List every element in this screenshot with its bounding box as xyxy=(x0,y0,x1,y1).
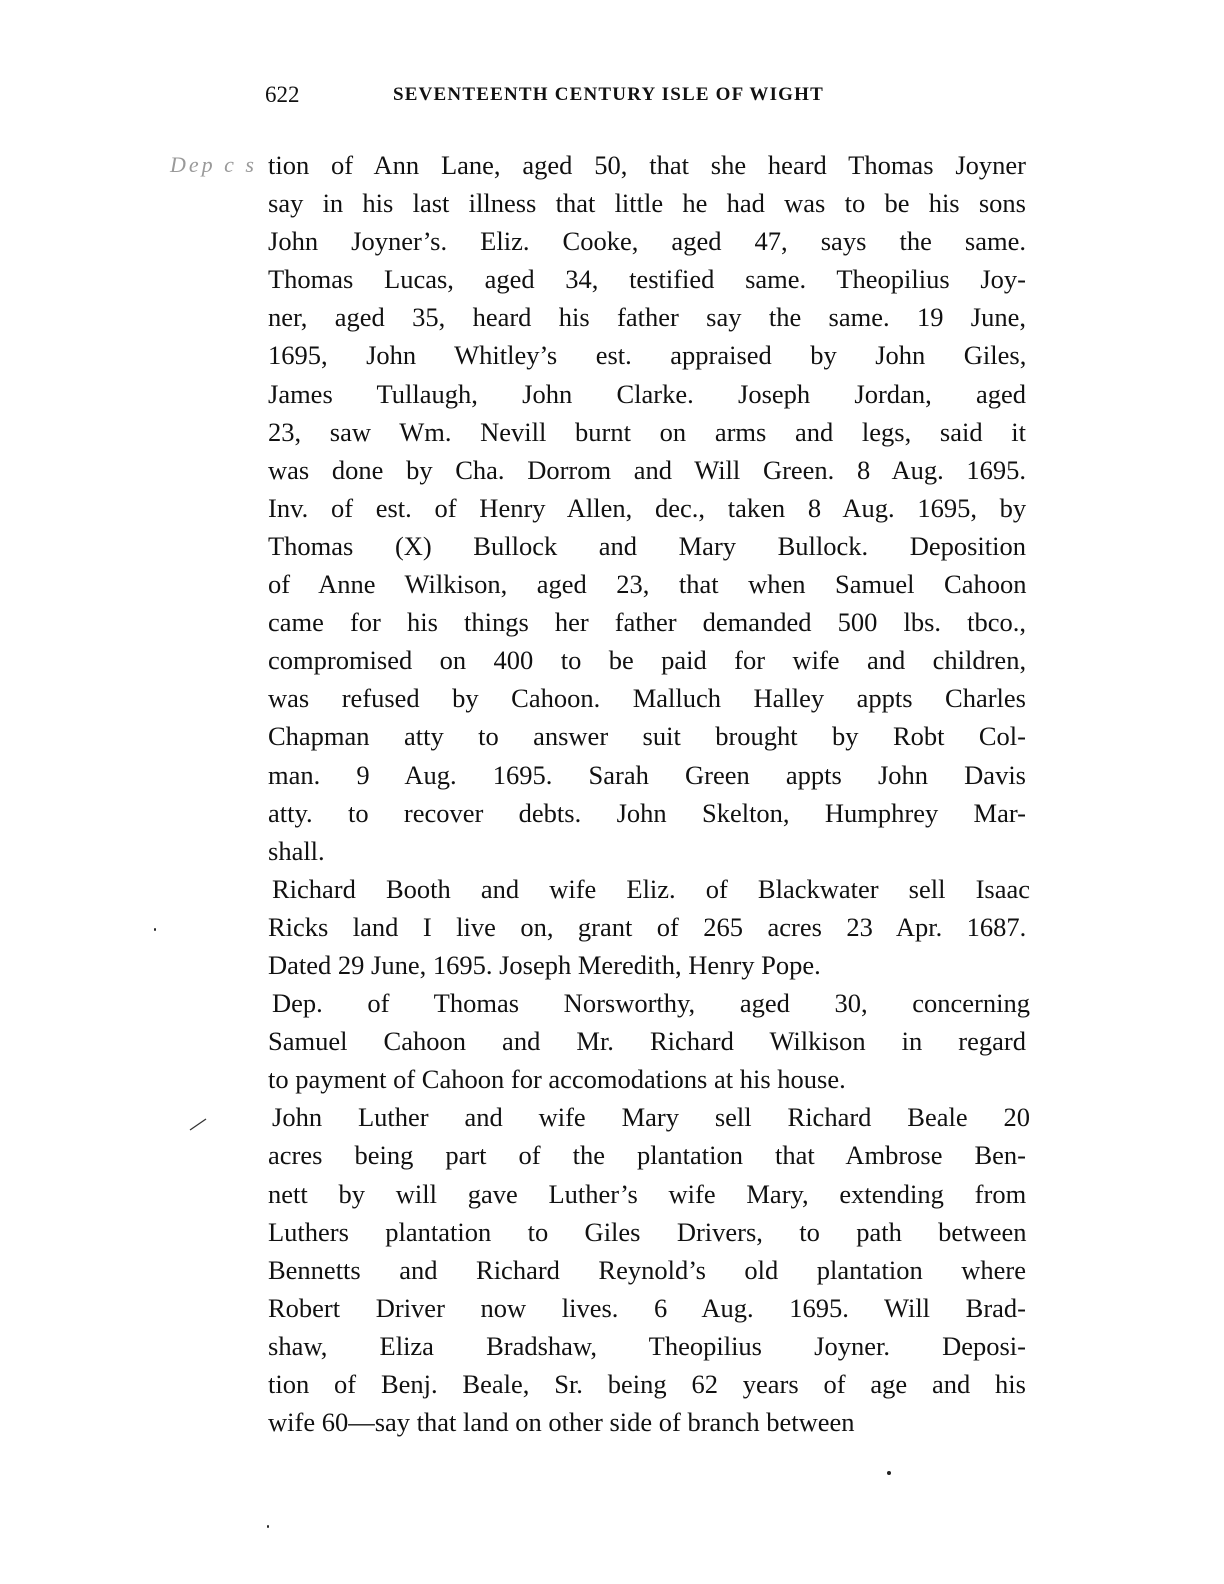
text-line: compromised on 400 to be paid for wife and children, xyxy=(268,645,1027,676)
text-line: Luthers plantation to Giles Drivers, to path between xyxy=(268,1216,1027,1247)
ink-speck xyxy=(154,928,156,931)
text-line: John Luther and wife Mary sell Richard Beale 20 xyxy=(272,1102,1030,1133)
text-line: was refused by Cahoon. Malluch Halley appts Charles xyxy=(268,683,1026,714)
text-line: was done by Cha. Dorrom and Will Green. 8 Aug. 1695. xyxy=(268,454,1026,485)
text-line: tion of Ann Lane, aged 50, that she heard Thomas Joyner xyxy=(268,150,1026,180)
margin-pencil-mark xyxy=(188,1117,208,1131)
text-line: Inv. of est. of Henry Allen, dec., taken 8 Aug. 1695, by xyxy=(268,492,1027,523)
margin-handwritten-annotation: Dep c s xyxy=(170,152,257,177)
paragraph xyxy=(268,870,1028,984)
text-line: ner, aged 35, heard his father say the same. 19 June, xyxy=(268,302,1026,333)
text-line: came for his things her father demanded 500 lbs. tbco., xyxy=(268,607,1026,638)
text-line: Ricks land I live on, grant of 265 acres 23 Apr. 1687. xyxy=(268,911,1027,942)
text-line: Thomas (X) Bullock and Mary Bullock. Deposition xyxy=(268,530,1026,561)
text-line: wife 60—say that land on other side of branch between xyxy=(268,1407,855,1438)
text-line: Dep. of Thomas Norsworthy, aged 30, concerning xyxy=(272,988,1030,1019)
text-line: say in his last illness that little he had was to be his sons xyxy=(268,188,1026,219)
text-line: 1695, John Whitley’s est. appraised by John Giles, xyxy=(268,340,1027,371)
page-number: 622 xyxy=(265,82,300,107)
paragraph xyxy=(268,984,1028,1098)
text-line: Thomas Lucas, aged 34, testified same. Theopilius Joy- xyxy=(268,264,1026,295)
text-line: nett by will gave Luther’s wife Mary, extending from xyxy=(268,1178,1027,1209)
running-title: SEVENTEENTH CENTURY ISLE OF WIGHT xyxy=(393,84,824,105)
running-header xyxy=(265,82,905,112)
text-line: of Anne Wilkison, aged 23, that when Samuel Cahoon xyxy=(268,569,1027,600)
text-line: atty. to recover debts. John Skelton, Humphrey Mar- xyxy=(268,797,1026,828)
text-line: John Joyner’s. Eliz. Cooke, aged 47, says the same. xyxy=(268,226,1026,257)
text-line: Samuel Cahoon and Mr. Richard Wilkison in regard xyxy=(268,1026,1026,1057)
text-line: tion of Benj. Beale, Sr. being 62 years of age and his xyxy=(268,1369,1026,1399)
text-line: shaw, Eliza Bradshaw, Theopilius Joyner. Deposi- xyxy=(268,1330,1026,1361)
text-line: Robert Driver now lives. 6 Aug. 1695. Will Brad- xyxy=(268,1292,1026,1323)
ink-speck xyxy=(267,1525,269,1528)
paragraph xyxy=(268,146,1028,870)
text-line: man. 9 Aug. 1695. Sarah Green appts John Davis xyxy=(268,759,1026,790)
text-line: Richard Booth and wife Eliz. of Blackwater sell Isaac xyxy=(272,873,1030,904)
text-line: Chapman atty to answer suit brought by Robt Col- xyxy=(268,721,1026,752)
text-line: to payment of Cahoon for accomodations at his house. xyxy=(268,1064,846,1095)
text-line: James Tullaugh, John Clarke. Joseph Jordan, aged xyxy=(268,378,1026,409)
text-line: shall. xyxy=(268,835,325,866)
text-line: Dated 29 June, 1695. Joseph Meredith, Henry Pope. xyxy=(268,949,821,980)
ink-speck xyxy=(887,1471,891,1475)
paragraph xyxy=(268,1098,1028,1441)
text-line: Bennetts and Richard Reynold’s old plantation where xyxy=(268,1254,1026,1285)
body-text xyxy=(268,146,1028,1441)
text-line: 23, saw Wm. Nevill burnt on arms and legs, said it xyxy=(268,416,1026,447)
text-line: acres being part of the plantation that Ambrose Ben- xyxy=(268,1140,1026,1171)
